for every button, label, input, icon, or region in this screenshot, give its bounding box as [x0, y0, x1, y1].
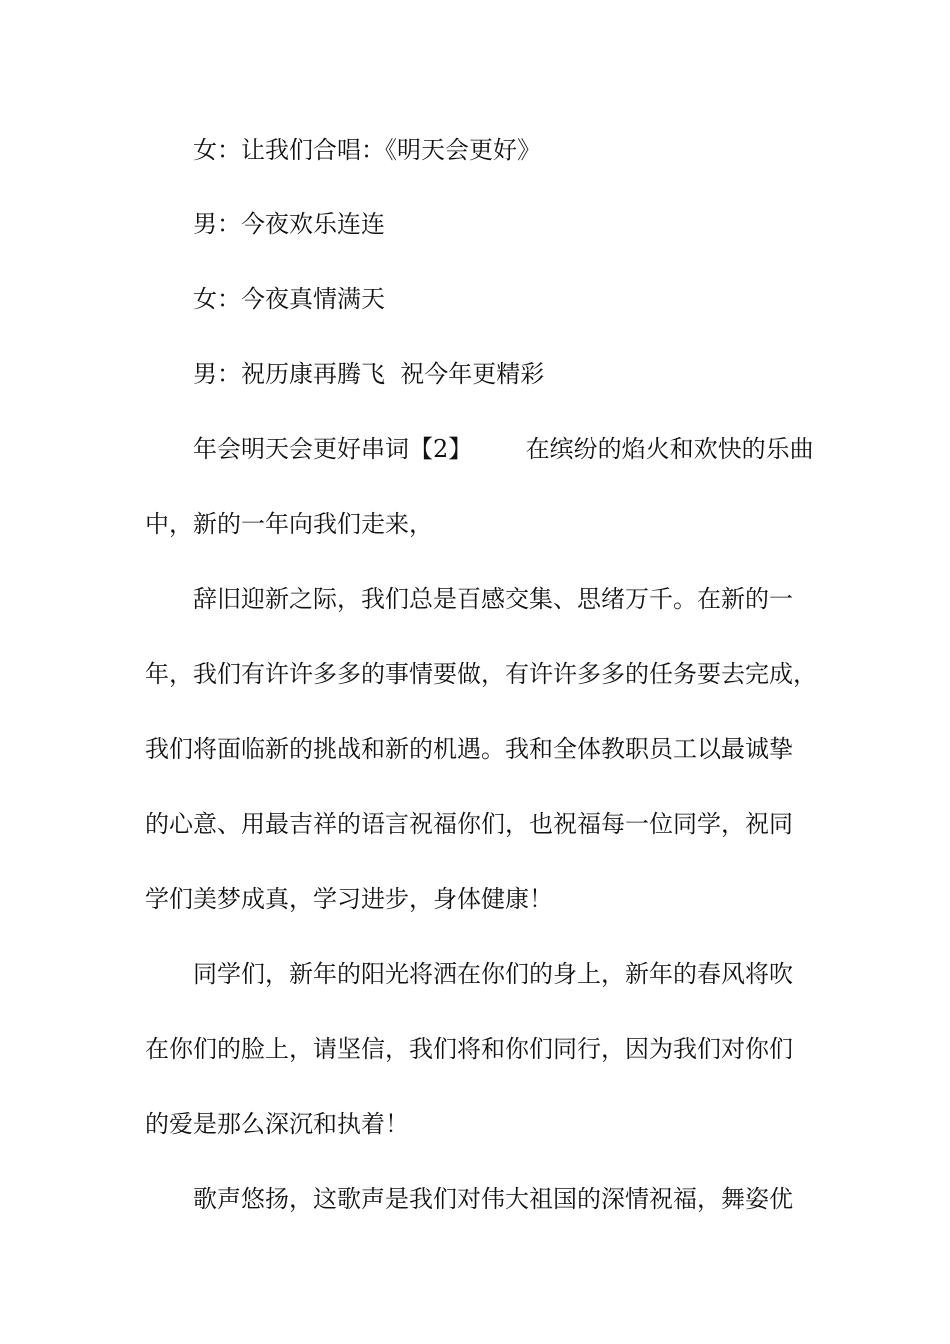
- text-line: 中，新的一年向我们走来，: [145, 510, 433, 538]
- text-line: 的心意、用最吉祥的语言祝福你们，也祝福每一位同学，祝同: [145, 810, 793, 838]
- text-line: 男：祝历康再腾飞 祝今年更精彩: [193, 360, 545, 388]
- text-line: 女：今夜真情满天: [193, 285, 385, 313]
- text-line: 在你们的脸上，请坚信，我们将和你们同行，因为我们对你们: [145, 1035, 793, 1063]
- text-line: 的爱是那么深沉和执着！: [145, 1110, 409, 1138]
- text-line: 年会明天会更好串词【2】 在缤纷的焰火和欢快的乐曲: [193, 435, 814, 463]
- text-line: 辞旧迎新之际，我们总是百感交集、思绪万千。在新的一: [193, 585, 793, 613]
- text-line: 女：让我们合唱：《明天会更好》: [193, 136, 541, 164]
- text-line: 同学们，新年的阳光将洒在你们的身上，新年的春风将吹: [193, 960, 793, 988]
- text-line: 男：今夜欢乐连连: [193, 210, 385, 238]
- text-line: 年，我们有许许多多的事情要做，有许许多多的任务要去完成，: [145, 660, 817, 688]
- text-line: 学们美梦成真，学习进步，身体健康！: [145, 885, 553, 913]
- text-line: 我们将面临新的挑战和新的机遇。我和全体教职员工以最诚挚: [145, 735, 793, 763]
- text-line: 歌声悠扬，这歌声是我们对伟大祖国的深情祝福，舞姿优: [193, 1185, 793, 1213]
